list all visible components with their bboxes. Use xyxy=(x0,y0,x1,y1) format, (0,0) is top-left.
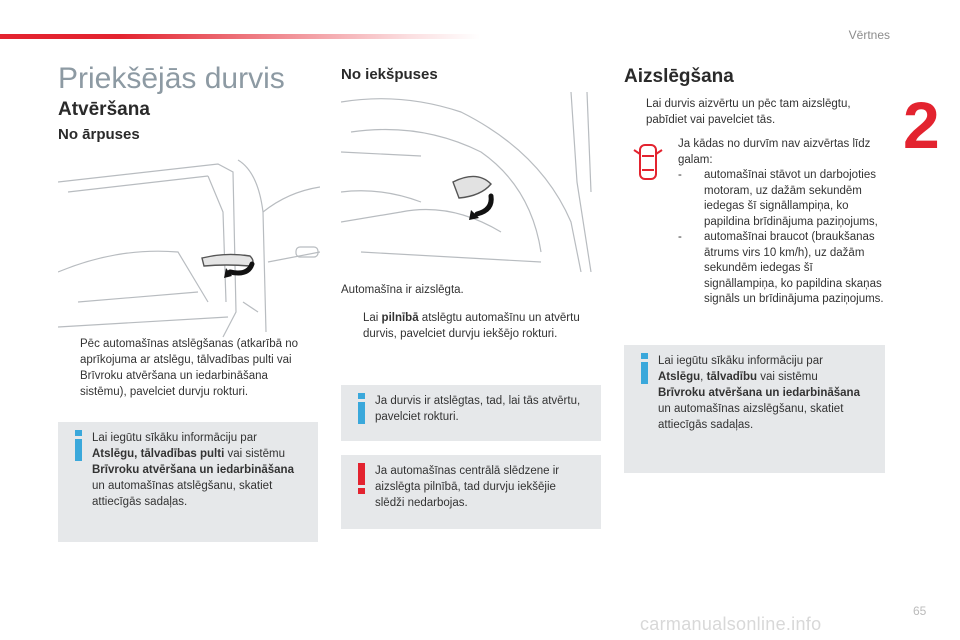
info-text-outside xyxy=(92,430,316,510)
chapter-number: 2 xyxy=(903,88,940,162)
list-item-text: automašīnai braucot (braukšanas ātrums virs 10 km/h), uz dažām sekundēm iedegas šī signāllampiņa, ko papildina skaņas signāls un brīdinājuma paziņojums. xyxy=(704,231,884,305)
info-bold-key: Atslēgu xyxy=(658,371,701,383)
locking-text: Lai durvis aizvērtu un pēc tam aizslēgtu, pabīdiet vai pavelciet tās. xyxy=(646,98,851,126)
section-heading-inside: No iekšpuses xyxy=(341,66,438,83)
info-icon xyxy=(72,430,86,462)
info-mid: vai sistēmu xyxy=(757,371,818,383)
info-text-inside: Ja durvis ir atslēgtas, tad, lai tās atvērtu, pavelciet rokturi. xyxy=(375,395,581,423)
info-bold-remote: tālvadības pulti xyxy=(140,448,225,460)
door-open-warning-list xyxy=(678,137,888,308)
info-box-inside xyxy=(341,385,601,441)
locked-caption: Automašīna ir aizslēgta. xyxy=(341,284,464,296)
locking-bullet xyxy=(624,96,886,128)
warning-icon xyxy=(355,463,369,495)
info-box-outside xyxy=(58,422,318,542)
info-bold-keyless: Brīvroku atvēršana un iedarbināšana xyxy=(92,464,294,476)
list-item xyxy=(678,168,888,230)
info-bold-keyless: Brīvroku atvēršana un iedarbināšana xyxy=(658,387,860,399)
section-heading-opening: Atvēršana xyxy=(58,99,150,120)
info-sep: , xyxy=(134,448,141,460)
info-tail: un automašīnas aizslēgšanu, skatiet attiecīgās sadaļas. xyxy=(658,403,844,431)
warning-box-inside xyxy=(341,455,601,529)
subheading-outside: No ārpuses xyxy=(58,126,140,143)
info-bold-remote: tālvadību xyxy=(706,371,758,383)
warning-intro: Ja kādas no durvīm nav aizvērtas līdz galam: xyxy=(678,138,871,166)
inside-door-handle-illustration xyxy=(341,92,603,272)
outside-opening-bullet xyxy=(58,336,314,400)
inside-opening-bullet xyxy=(341,310,601,342)
info-line: Lai iegūtu sīkāku informāciju par xyxy=(92,432,257,444)
list-item xyxy=(678,230,888,308)
list-dash: - xyxy=(678,231,682,243)
outside-door-handle-illustration xyxy=(58,152,320,342)
info-line: Lai iegūtu sīkāku informāciju par xyxy=(658,355,823,367)
info-mid: vai sistēmu xyxy=(224,448,285,460)
watermark: carmanualsonline.info xyxy=(640,614,822,634)
list-item-text: automašīnai stāvot un darbojoties motoram, uz dažām sekundēm iedegas šī signāllampiņa, ko papildina brīdinājuma paziņojums, xyxy=(704,169,878,228)
inside-text-pre: Lai xyxy=(363,312,382,324)
inside-text-post: atslēgtu automašīnu un atvērtu durvis, pavelciet durvju iekšējo rokturi. xyxy=(363,312,580,340)
info-box-locking xyxy=(624,345,885,473)
info-bold-key: Atslēgu xyxy=(92,448,135,460)
info-text-locking xyxy=(658,353,880,433)
warning-text-inside: Ja automašīnas centrālā slēdzene ir aizslēgta pilnībā, tad durvju iekšējie slēdži nedarbojas. xyxy=(375,465,560,509)
inside-text-bold: pilnībā xyxy=(381,312,419,324)
page-title: Priekšējās durvis xyxy=(58,62,285,95)
door-open-warning-lamp-icon xyxy=(630,142,666,182)
list-dash: - xyxy=(678,169,682,181)
page-number: 65 xyxy=(913,604,927,618)
info-icon xyxy=(355,393,369,425)
info-icon xyxy=(638,353,652,385)
outside-opening-text: Pēc automašīnas atslēgšanas (atkarībā no aprīkojuma ar atslēgu, tālvadības pulti vai Brīvroku atvēršana un iedarbināšana sistēmu), pavelciet durvju rokturi. xyxy=(80,338,298,398)
info-tail: un automašīnas atslēgšanu, skatiet attiecīgās sadaļas. xyxy=(92,480,273,508)
chapter-label: Vērtnes xyxy=(848,28,890,42)
info-sep: , xyxy=(700,371,707,383)
section-heading-locking: Aizslēgšana xyxy=(624,66,734,87)
header-accent-bar xyxy=(0,34,480,39)
